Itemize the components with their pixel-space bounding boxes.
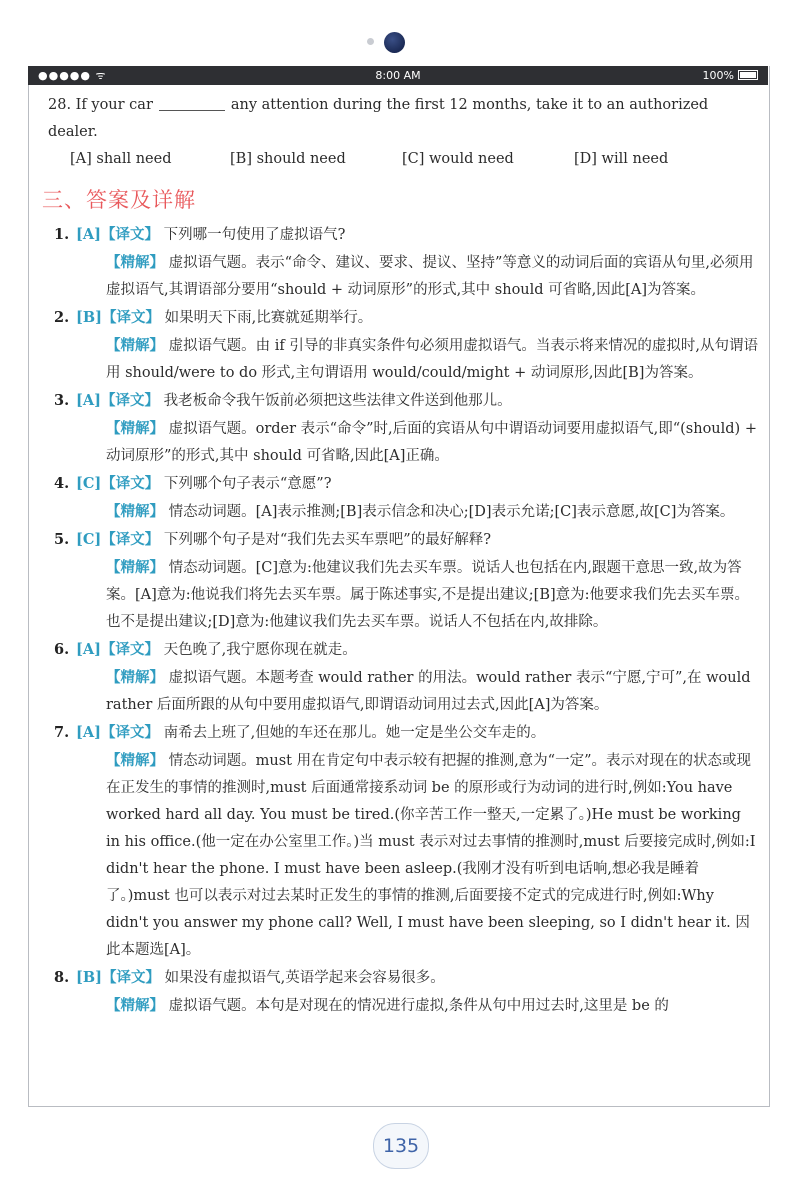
explanation-tag: 【精解】	[106, 254, 164, 271]
status-bar	[28, 66, 768, 85]
translation-text: 我老板命令我午饭前必须把这些法律文件送到他那儿。	[163, 393, 512, 409]
explanation	[54, 415, 758, 470]
explanation	[54, 664, 758, 719]
front-camera	[384, 32, 405, 53]
answer-item	[38, 964, 758, 1020]
question-stem-after: any attention during the first 12 months, take it to an authorized dealer.	[48, 97, 709, 140]
answer-number: 6.	[54, 641, 70, 658]
translation-tag: 【译文】	[100, 641, 159, 658]
translation-tag: 【译文】	[100, 724, 159, 741]
answer-head	[54, 719, 758, 747]
explanation-tag: 【精解】	[106, 669, 164, 686]
translation-text: 南希去上班了,但她的车还在那儿。她一定是坐公交车走的。	[163, 725, 546, 741]
answer-choice: [A]	[76, 392, 101, 409]
translation-tag: 【译文】	[100, 226, 159, 243]
answer-head	[54, 526, 758, 554]
answer-number: 3.	[54, 392, 70, 409]
battery-icon	[738, 70, 758, 80]
explanation-text: 虚拟语气题。表示“命令、建议、要求、提议、坚持”等意义的动词后面的宾语从句里,必须用虚拟语气,其谓语部分要用“should + 动词原形”的形式,其中 should 可省略,因此[A]为答案。	[106, 255, 754, 298]
explanation-tag: 【精解】	[106, 752, 164, 769]
answer-item	[38, 636, 758, 719]
explanation	[54, 498, 758, 526]
status-time: 8:00 AM	[375, 69, 421, 82]
answer-choice: [A]	[76, 724, 101, 741]
translation-text: 天色晚了,我宁愿你现在就走。	[163, 642, 357, 658]
answer-choice: [A]	[76, 641, 101, 658]
answer-blank	[159, 96, 225, 111]
battery-percent: 100%	[702, 69, 734, 82]
answer-choice: [C]	[76, 475, 102, 492]
answer-item	[38, 304, 758, 387]
explanation-text: 虚拟语气题。由 if 引导的非真实条件句必须用虚拟语气。当表示将来情况的虚拟时,从句谓语用 should/were to do 形式,主句谓语用 would/could/might + 动词原形,因此[B]为答案。	[106, 338, 758, 381]
answer-choice: [B]	[76, 969, 102, 986]
explanation-text: 虚拟语气题。本句是对现在的情况进行虚拟,条件从句中用过去时,这里是 be 的	[168, 998, 669, 1014]
explanation	[54, 249, 758, 304]
answer-number: 5.	[54, 531, 70, 548]
translation-tag: 【译文】	[101, 309, 160, 326]
translation-tag: 【译文】	[101, 475, 160, 492]
section-title: 三、答案及详解	[42, 188, 196, 212]
answer-head	[54, 636, 758, 664]
answer-item	[38, 221, 758, 304]
answer-head	[54, 470, 758, 498]
question-28	[38, 92, 758, 146]
explanation-text: 情态动词题。[A]表示推测;[B]表示信念和决心;[D]表示允诺;[C]表示意愿,故[C]为答案。	[168, 504, 735, 520]
answer-choice: [C]	[76, 531, 102, 548]
translation-text: 如果没有虚拟语气,英语学起来会容易很多。	[164, 970, 445, 986]
answer-number: 2.	[54, 309, 70, 326]
answer-item	[38, 387, 758, 470]
explanation-tag: 【精解】	[106, 420, 164, 437]
explanation-text: 情态动词题。[C]意为:他建议我们先去买车票。说话人也包括在内,跟题干意思一致,故为答案。[A]意为:他说我们将先去买车票。属于陈述事实,不是提出建议;[B]意为:他要求我们先去买车票。也不是提出建议;[D]意为:他建议我们先去买车票。说话人不包括在内,故排除。	[106, 560, 750, 630]
explanation-tag: 【精解】	[106, 503, 164, 520]
translation-text: 如果明天下雨,比赛就延期举行。	[164, 310, 373, 326]
answer-choice: [A]	[76, 226, 101, 243]
signal-wifi-icon: ●●●●● ᯤ	[38, 69, 107, 82]
explanation-tag: 【精解】	[106, 997, 164, 1014]
explanation	[54, 554, 758, 636]
question-options	[38, 146, 758, 173]
answer-item	[38, 719, 758, 964]
explanation	[54, 747, 758, 964]
translation-tag: 【译文】	[100, 392, 159, 409]
translation-text: 下列哪个句子表示“意愿”?	[163, 476, 332, 492]
explanation	[54, 332, 758, 387]
translation-text: 下列哪一句使用了虚拟语气?	[163, 227, 346, 243]
answer-item	[38, 526, 758, 636]
answer-head	[54, 221, 758, 249]
explanation-tag: 【精解】	[106, 559, 164, 576]
answer-head	[54, 387, 758, 415]
explanation-tag: 【精解】	[106, 337, 164, 354]
question-number: 28.	[48, 97, 72, 113]
answer-number: 8.	[54, 969, 70, 986]
option-d: [D] will need	[574, 151, 669, 167]
option-a: [A] shall need	[70, 151, 172, 167]
translation-text: 下列哪个句子是对“我们先去买车票吧”的最好解释?	[163, 532, 491, 548]
answer-number: 4.	[54, 475, 70, 492]
answer-number: 7.	[54, 724, 70, 741]
answer-item	[38, 470, 758, 526]
explanation	[54, 992, 758, 1020]
explanation-text: 虚拟语气题。本题考查 would rather 的用法。would rather 表示“宁愿,宁可”,在 would rather 后面所跟的从句中要用虚拟语气,即谓语动词用过去式,因此[A]为答案。	[106, 670, 751, 713]
camera-indicator	[367, 38, 374, 45]
translation-tag: 【译文】	[101, 969, 160, 986]
answer-list	[38, 221, 758, 1020]
answer-choice: [B]	[76, 309, 102, 326]
answer-number: 1.	[54, 226, 70, 243]
page-number: 135	[373, 1123, 429, 1169]
battery-status	[703, 69, 758, 82]
explanation-text: 虚拟语气题。order 表示“命令”时,后面的宾语从句中谓语动词要用虚拟语气,即“(should) + 动词原形”的形式,其中 should 可省略,因此[A]正确。	[106, 421, 757, 464]
question-stem-before: If your car	[75, 97, 153, 113]
option-b: [B] should need	[230, 151, 346, 167]
page-content	[38, 92, 758, 1020]
answer-head	[54, 964, 758, 992]
option-c: [C] would need	[402, 151, 514, 167]
translation-tag: 【译文】	[101, 531, 160, 548]
answer-head	[54, 304, 758, 332]
explanation-text: 情态动词题。must 用在肯定句中表示较有把握的推测,意为“一定”。表示对现在的状态或现在正发生的事情的推测时,must 后面通常接系动词 be 的原形或行为动词的进行时,例如:You have worked hard all day. You must be tired.(你辛苦工作一整天,一定累了。)He must be working in his office.(他一定在办公室里工作。)当 must 表示对过去事情的推测时,must 后要接完成时,例如:I didn't hear the phone. I must have been asleep.(我刚才没有听到电话响,想必我是睡着了。)must 也可以表示对过去某时正发生的事情的推测,后面要接不定式的完成进行时,例如:Why didn't you answer my phone call? Well, I must have been sleeping, so I didn't hear it. 因此本题选[A]。	[106, 753, 756, 958]
